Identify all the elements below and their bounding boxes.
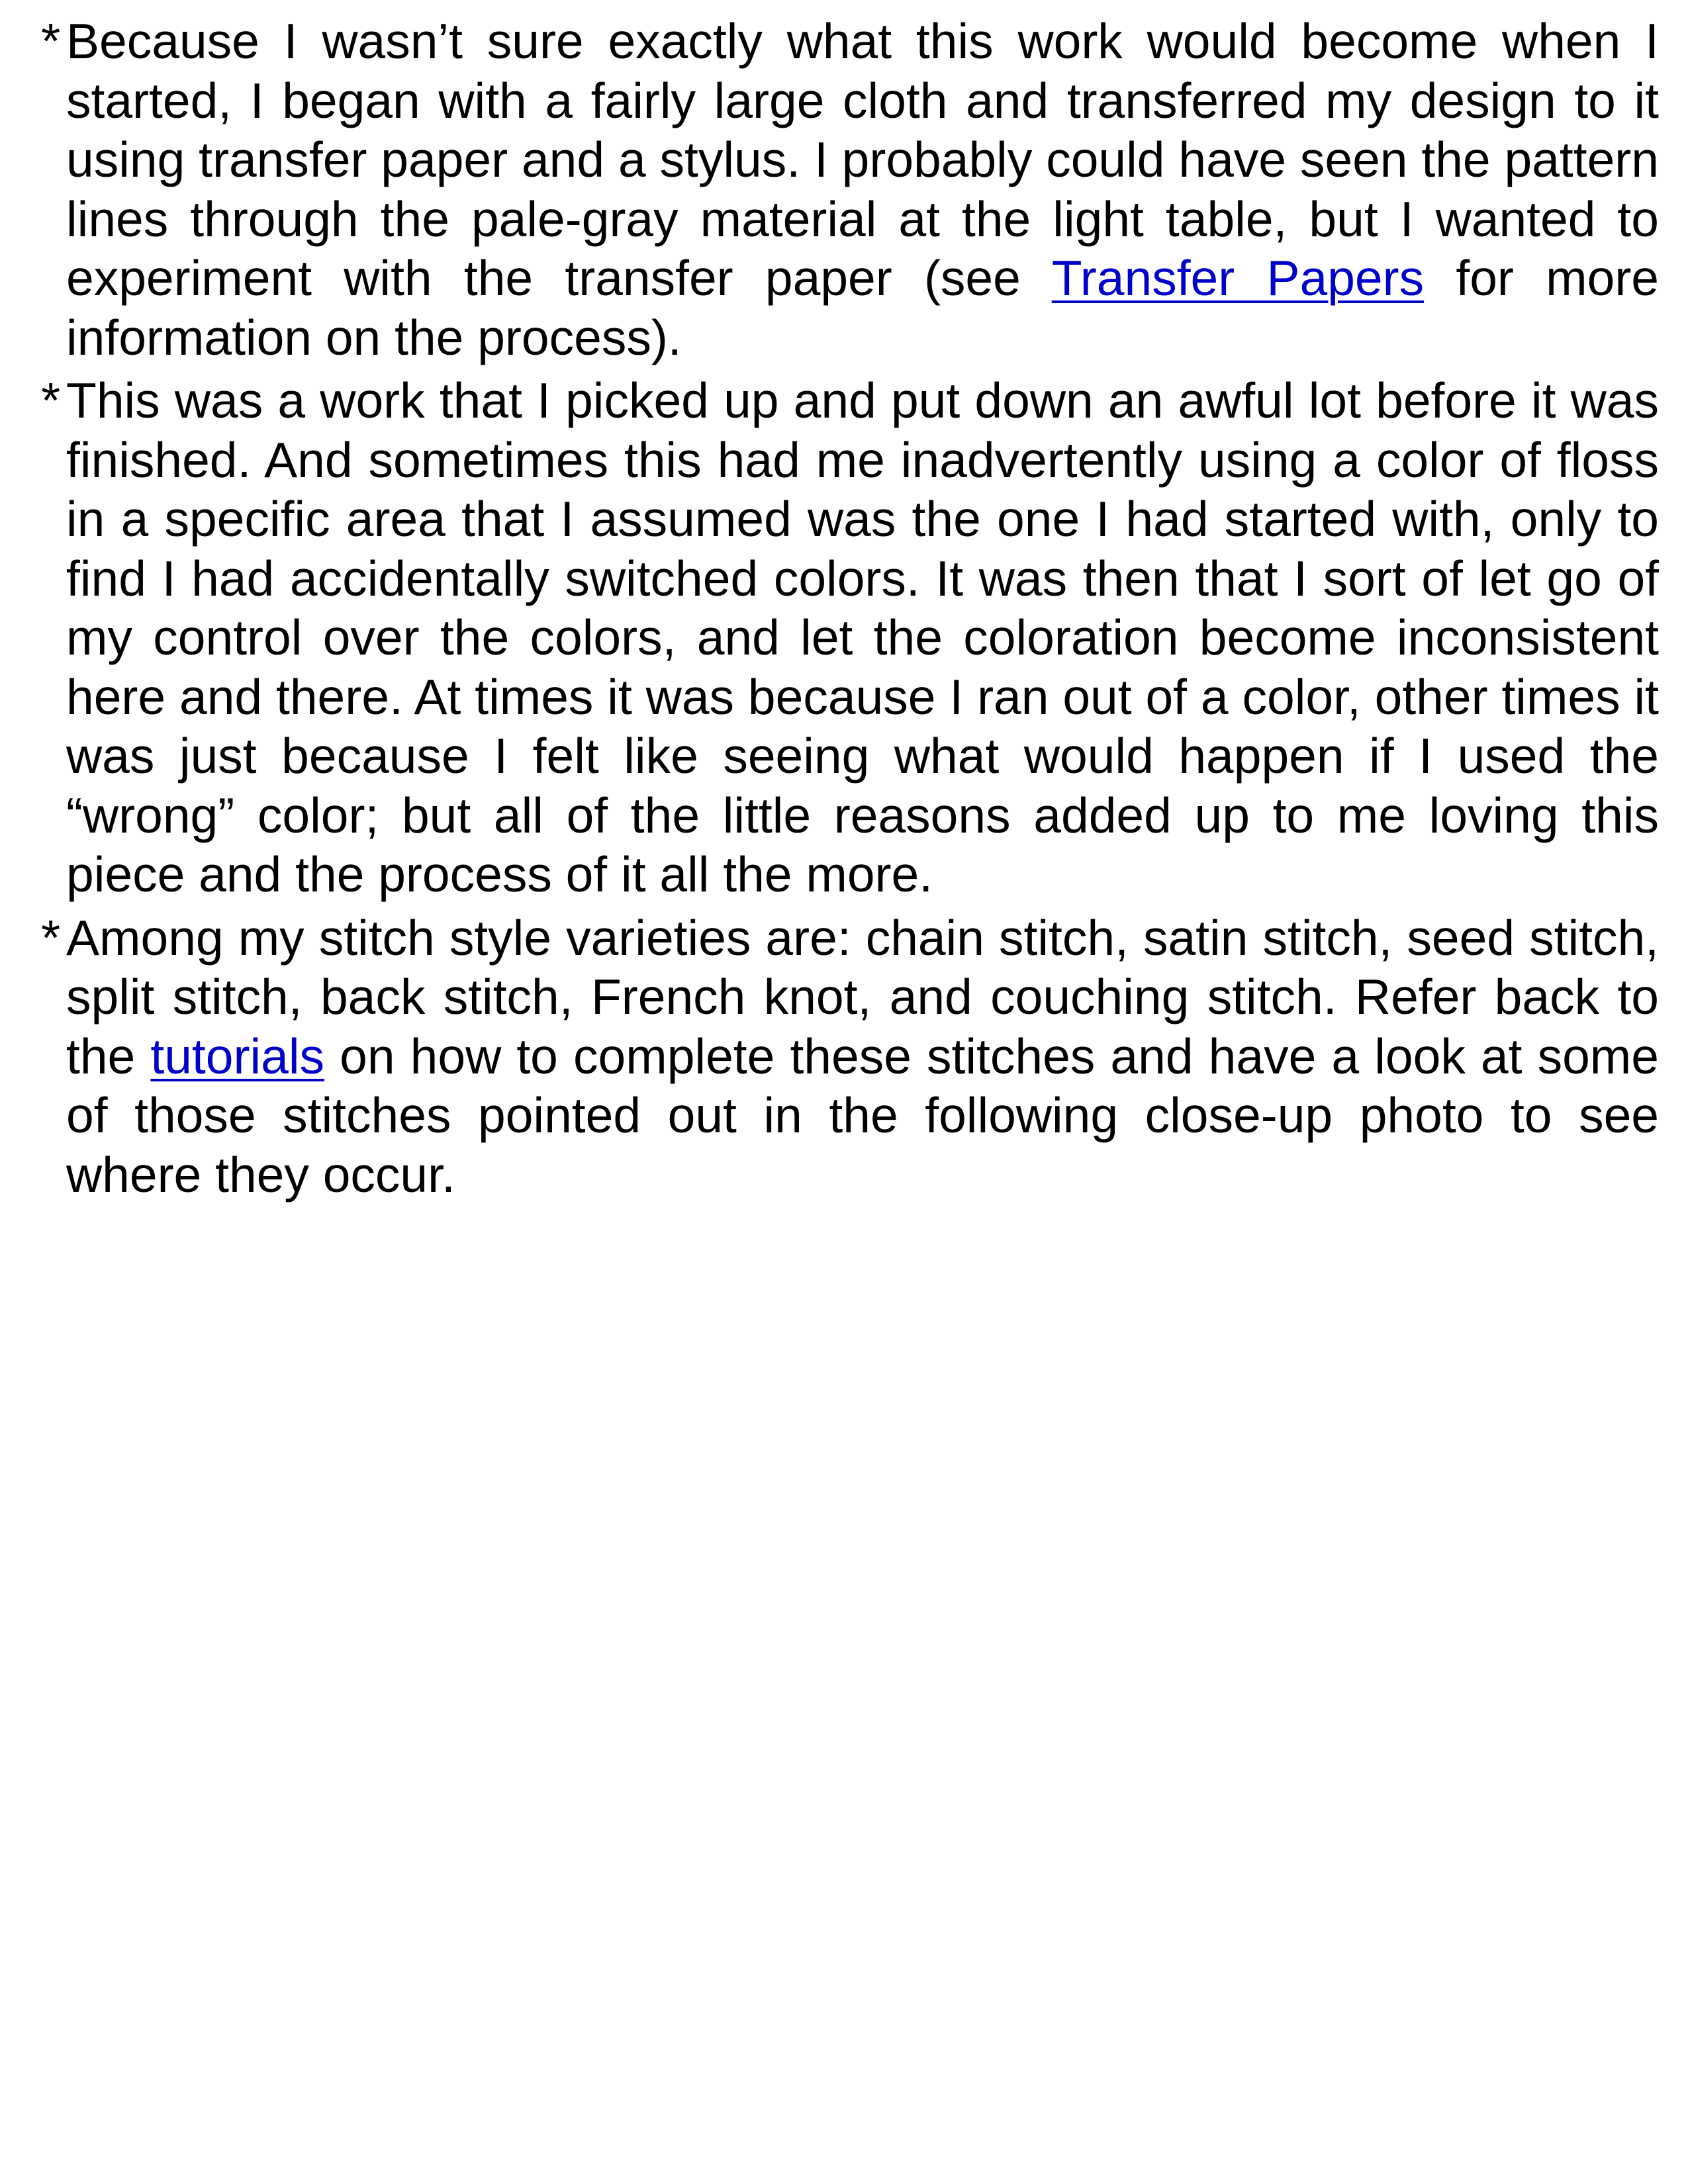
note-bullet: * [41,373,61,428]
note-color-process [41,371,1659,905]
tutorials-link[interactable]: tutorials [150,1028,324,1084]
note-text-part: for more information on the process). [66,250,1660,365]
note-text-part: Among my stitch style varieties are: chain stitch, satin stitch, seed stitch, split stitch, back stitch, French knot, and couching stitch. Refer back to the [66,909,1659,1084]
document-page [41,12,1659,1208]
note-stitch-varieties [41,909,1659,1205]
note-transfer-design [41,12,1659,367]
note-text-part: on how to complete these stitches and have a look at some of those stitches pointed out in the following close-up photo to see where they occur. [66,1028,1659,1203]
note-bullet: * [41,13,61,69]
note-text-part: Because I wasn’t sure exactly what this work would become when I started, I began with a fairly large cloth and transferred my design to it using transfer paper and a stylus. I probably could have seen the pattern lines through the pale-gray material at the light table, but I wanted to experiment with the transfer paper (see [66,13,1659,306]
transfer-papers-link[interactable]: Transfer Papers [1051,250,1425,306]
note-text: This was a work that I picked up and put down an awful lot before it was finished. And sometimes this had me inadvertently using a color of floss in a specific area that I assumed was the one I had started with, only to find I had accidentally switched colors. It was then that I sort of let go of my control over the colors, and let the coloration become inconsistent here and there. At times it was because I ran out of a color, other times it was just because I felt like seeing what would happen if I used the “wrong” color; but all of the little reasons added up to me loving this piece and the process of it all the more. [66,373,1659,902]
note-bullet: * [41,909,61,966]
